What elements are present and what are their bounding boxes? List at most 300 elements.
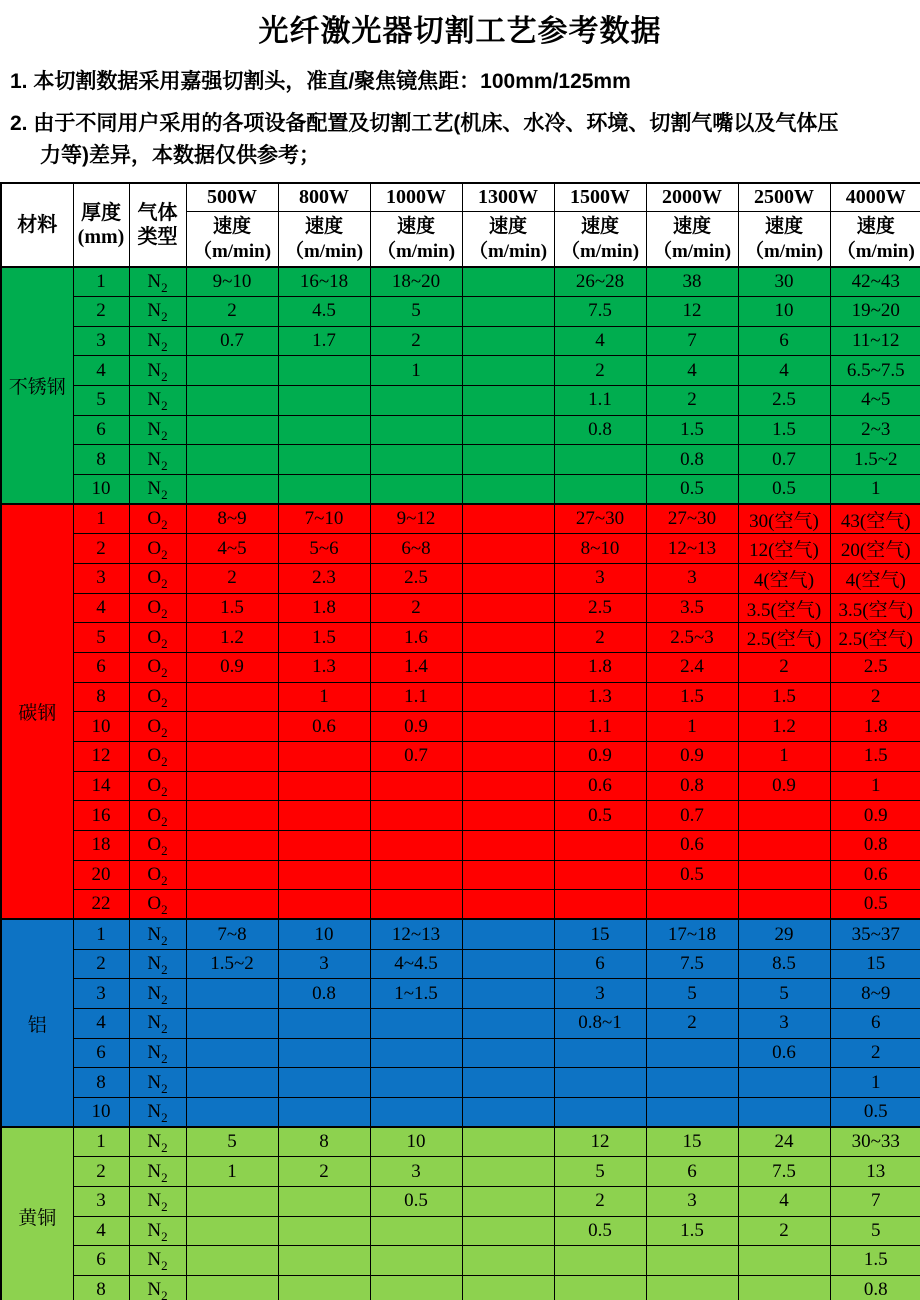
speed-cell: 2 xyxy=(830,682,920,712)
speed-cell: 2.5 xyxy=(554,593,646,623)
speed-cell: 6 xyxy=(554,949,646,979)
speed-cell: 1.3 xyxy=(278,653,370,683)
speed-cell xyxy=(462,860,554,890)
header-speed xyxy=(738,211,830,267)
header-thickness-line: 厚度 xyxy=(81,202,121,224)
speed-cell xyxy=(462,415,554,445)
speed-cell xyxy=(462,475,554,505)
table-row xyxy=(1,1275,920,1300)
thickness-cell: 4 xyxy=(73,356,129,386)
thickness-cell: 8 xyxy=(73,445,129,475)
gas-symbol: N xyxy=(147,448,162,470)
table-row xyxy=(1,445,920,475)
header-speed xyxy=(462,211,554,267)
gas-cell xyxy=(129,1186,186,1216)
speed-cell xyxy=(462,297,554,327)
thickness-cell: 6 xyxy=(73,415,129,445)
header-speed-unit: （m/min) xyxy=(284,240,364,262)
header-speed-label: 速度 xyxy=(212,215,251,237)
speed-cell: 1.1 xyxy=(554,712,646,742)
speed-cell xyxy=(370,415,462,445)
speed-cell xyxy=(738,1246,830,1276)
speed-cell: 12~13 xyxy=(646,534,738,564)
speed-cell: 3.5(空气) xyxy=(830,593,920,623)
speed-cell: 2 xyxy=(646,1008,738,1038)
gas-cell xyxy=(129,386,186,416)
gas-cell xyxy=(129,890,186,920)
speed-cell: 1 xyxy=(370,356,462,386)
speed-cell: 0.9 xyxy=(646,742,738,772)
speed-cell xyxy=(278,386,370,416)
speed-cell: 2 xyxy=(186,297,278,327)
gas-cell xyxy=(129,919,186,949)
speed-cell: 7.5 xyxy=(554,297,646,327)
table-row xyxy=(1,771,920,801)
speed-cell xyxy=(554,1246,646,1276)
header-speed-label: 速度 xyxy=(764,215,803,237)
header-power-2000w: 2000W xyxy=(646,183,738,211)
speed-cell: 1.1 xyxy=(554,386,646,416)
header-speed xyxy=(646,211,738,267)
gas-symbol: O xyxy=(147,537,162,559)
speed-cell: 2 xyxy=(554,1186,646,1216)
gas-subscript: 2 xyxy=(161,1050,168,1066)
speed-cell xyxy=(462,267,554,297)
speed-cell: 17~18 xyxy=(646,919,738,949)
speed-cell: 5 xyxy=(370,297,462,327)
note-2 xyxy=(10,108,914,172)
table-row xyxy=(1,415,920,445)
speed-cell xyxy=(278,1216,370,1246)
speed-cell: 6 xyxy=(830,1008,920,1038)
gas-cell xyxy=(129,801,186,831)
speed-cell: 12(空气) xyxy=(738,534,830,564)
gas-cell xyxy=(129,623,186,653)
speed-cell: 0.8 xyxy=(278,979,370,1009)
speed-cell: 3 xyxy=(278,949,370,979)
speed-cell xyxy=(462,830,554,860)
gas-cell xyxy=(129,860,186,890)
gas-subscript: 2 xyxy=(161,872,168,888)
gas-subscript: 2 xyxy=(161,486,168,502)
table-row xyxy=(1,860,920,890)
speed-cell xyxy=(462,504,554,534)
speed-cell xyxy=(462,1008,554,1038)
header-gas-line: 类型 xyxy=(137,226,178,248)
gas-cell xyxy=(129,356,186,386)
speed-cell xyxy=(186,1275,278,1300)
speed-cell xyxy=(462,623,554,653)
gas-subscript: 2 xyxy=(161,1139,168,1155)
speed-cell xyxy=(370,1246,462,1276)
speed-cell xyxy=(278,445,370,475)
speed-cell: 4 xyxy=(554,326,646,356)
speed-cell: 2 xyxy=(370,593,462,623)
speed-cell: 3.5(空气) xyxy=(738,593,830,623)
gas-symbol: N xyxy=(147,1249,162,1271)
speed-cell: 4.5 xyxy=(278,297,370,327)
speed-cell: 2 xyxy=(830,1038,920,1068)
speed-cell xyxy=(738,801,830,831)
header-speed-unit: （m/min) xyxy=(376,240,456,262)
thickness-cell: 8 xyxy=(73,1068,129,1098)
speed-cell xyxy=(738,890,830,920)
speed-cell: 1.5 xyxy=(830,742,920,772)
speed-cell xyxy=(186,1186,278,1216)
speed-cell xyxy=(462,1157,554,1187)
speed-cell xyxy=(186,801,278,831)
gas-symbol: O xyxy=(147,774,162,796)
speed-cell xyxy=(738,860,830,890)
speed-cell: 4(空气) xyxy=(738,564,830,594)
speed-cell: 1.2 xyxy=(738,712,830,742)
speed-cell xyxy=(370,1216,462,1246)
thickness-cell: 3 xyxy=(73,564,129,594)
speed-cell: 1 xyxy=(278,682,370,712)
gas-subscript: 2 xyxy=(161,991,168,1007)
thickness-cell: 8 xyxy=(73,1275,129,1300)
speed-cell xyxy=(462,356,554,386)
speed-cell: 1.8 xyxy=(278,593,370,623)
material-cell: 铝 xyxy=(1,919,73,1127)
speed-cell: 30 xyxy=(738,267,830,297)
gas-subscript: 2 xyxy=(161,813,168,829)
speed-cell: 1 xyxy=(738,742,830,772)
speed-cell: 1.8 xyxy=(554,653,646,683)
gas-subscript: 2 xyxy=(161,694,168,710)
speed-cell xyxy=(370,1068,462,1098)
material-cell: 碳钢 xyxy=(1,504,73,919)
speed-cell xyxy=(462,682,554,712)
thickness-cell: 2 xyxy=(73,534,129,564)
gas-symbol: N xyxy=(147,1219,162,1241)
speed-cell: 2.5~3 xyxy=(646,623,738,653)
speed-cell xyxy=(278,1008,370,1038)
speed-cell: 6 xyxy=(738,326,830,356)
speed-cell xyxy=(370,801,462,831)
speed-cell xyxy=(186,830,278,860)
speed-cell: 0.5 xyxy=(554,801,646,831)
speed-cell xyxy=(278,1038,370,1068)
table-body xyxy=(1,267,920,1300)
speed-cell xyxy=(186,445,278,475)
speed-cell: 1.5 xyxy=(278,623,370,653)
table-row xyxy=(1,830,920,860)
speed-cell: 0.5 xyxy=(738,475,830,505)
speed-cell xyxy=(186,1068,278,1098)
speed-cell xyxy=(462,742,554,772)
speed-cell: 8~10 xyxy=(554,534,646,564)
speed-cell xyxy=(370,1038,462,1068)
speed-cell xyxy=(462,801,554,831)
speed-cell xyxy=(370,475,462,505)
speed-cell: 1.7 xyxy=(278,326,370,356)
speed-cell xyxy=(554,1068,646,1098)
speed-cell xyxy=(278,356,370,386)
speed-cell: 0.9 xyxy=(738,771,830,801)
speed-cell xyxy=(186,771,278,801)
header-power-4000w: 4000W xyxy=(830,183,920,211)
gas-subscript: 2 xyxy=(161,932,168,948)
speed-cell xyxy=(646,1068,738,1098)
speed-cell: 1 xyxy=(646,712,738,742)
speed-cell: 0.8 xyxy=(830,1275,920,1300)
speed-cell: 1.4 xyxy=(370,653,462,683)
speed-cell xyxy=(278,475,370,505)
speed-cell xyxy=(278,890,370,920)
speed-cell xyxy=(738,1068,830,1098)
thickness-cell: 8 xyxy=(73,682,129,712)
header-speed xyxy=(370,211,462,267)
speed-cell xyxy=(278,415,370,445)
speed-cell xyxy=(278,860,370,890)
speed-cell: 12 xyxy=(554,1127,646,1157)
gas-symbol: N xyxy=(147,271,162,293)
speed-cell xyxy=(278,771,370,801)
speed-cell: 15 xyxy=(830,949,920,979)
speed-cell: 3 xyxy=(370,1157,462,1187)
gas-subscript: 2 xyxy=(161,338,168,354)
thickness-cell: 5 xyxy=(73,386,129,416)
speed-cell: 0.8 xyxy=(646,771,738,801)
gas-subscript: 2 xyxy=(161,1287,168,1300)
gas-subscript: 2 xyxy=(161,1080,168,1096)
speed-cell: 4~5 xyxy=(830,386,920,416)
thickness-cell: 22 xyxy=(73,890,129,920)
gas-symbol: N xyxy=(147,1160,162,1182)
speed-cell: 0.7 xyxy=(370,742,462,772)
speed-cell xyxy=(186,1216,278,1246)
gas-cell xyxy=(129,1038,186,1068)
gas-cell xyxy=(129,949,186,979)
table-row xyxy=(1,1246,920,1276)
speed-cell xyxy=(554,1038,646,1068)
gas-cell xyxy=(129,415,186,445)
speed-cell xyxy=(370,1275,462,1300)
speed-cell xyxy=(462,1068,554,1098)
speed-cell xyxy=(186,682,278,712)
speed-cell: 6 xyxy=(646,1157,738,1187)
speed-cell: 2 xyxy=(738,653,830,683)
gas-cell xyxy=(129,1216,186,1246)
gas-cell xyxy=(129,979,186,1009)
speed-cell xyxy=(278,1275,370,1300)
speed-cell: 4 xyxy=(646,356,738,386)
header-power-2500w: 2500W xyxy=(738,183,830,211)
gas-cell xyxy=(129,326,186,356)
speed-cell xyxy=(462,1246,554,1276)
table-header xyxy=(1,183,920,267)
speed-cell xyxy=(278,1246,370,1276)
header-speed-label: 速度 xyxy=(580,215,619,237)
speed-cell: 2.4 xyxy=(646,653,738,683)
speed-cell: 10 xyxy=(370,1127,462,1157)
speed-cell: 30~33 xyxy=(830,1127,920,1157)
speed-cell xyxy=(462,326,554,356)
speed-cell: 2 xyxy=(370,326,462,356)
speed-cell: 0.5 xyxy=(830,890,920,920)
gas-symbol: O xyxy=(147,745,162,767)
header-speed xyxy=(830,211,920,267)
material-cell: 黄铜 xyxy=(1,1127,73,1300)
speed-cell xyxy=(186,356,278,386)
gas-subscript: 2 xyxy=(161,1169,168,1185)
speed-cell: 43(空气) xyxy=(830,504,920,534)
speed-cell xyxy=(462,1097,554,1127)
speed-cell: 2.5(空气) xyxy=(738,623,830,653)
header-thickness xyxy=(73,183,129,267)
header-gas-type xyxy=(129,183,186,267)
thickness-cell: 2 xyxy=(73,1157,129,1187)
speed-cell: 35~37 xyxy=(830,919,920,949)
speed-cell: 1.6 xyxy=(370,623,462,653)
speed-cell: 1.5~2 xyxy=(186,949,278,979)
table-row xyxy=(1,564,920,594)
gas-cell xyxy=(129,267,186,297)
gas-cell xyxy=(129,475,186,505)
gas-symbol: O xyxy=(147,834,162,856)
speed-cell xyxy=(646,890,738,920)
speed-cell: 42~43 xyxy=(830,267,920,297)
speed-cell: 5~6 xyxy=(278,534,370,564)
speed-cell: 1.5 xyxy=(646,1216,738,1246)
gas-symbol: N xyxy=(147,1190,162,1212)
header-power-1500w: 1500W xyxy=(554,183,646,211)
speed-cell: 1 xyxy=(186,1157,278,1187)
speed-cell: 0.5 xyxy=(646,860,738,890)
speed-cell: 1.5 xyxy=(830,1246,920,1276)
speed-cell: 1 xyxy=(830,771,920,801)
speed-cell xyxy=(186,475,278,505)
speed-cell: 2~3 xyxy=(830,415,920,445)
header-power-800w: 800W xyxy=(278,183,370,211)
table-row xyxy=(1,919,920,949)
gas-subscript: 2 xyxy=(161,398,168,414)
speed-cell: 13 xyxy=(830,1157,920,1187)
speed-cell: 7~8 xyxy=(186,919,278,949)
gas-cell xyxy=(129,504,186,534)
note-1 xyxy=(10,66,914,98)
gas-subscript: 2 xyxy=(161,546,168,562)
speed-cell: 1 xyxy=(830,1068,920,1098)
speed-cell: 0.6 xyxy=(646,830,738,860)
thickness-cell: 3 xyxy=(73,326,129,356)
speed-cell: 3 xyxy=(646,564,738,594)
gas-symbol: N xyxy=(147,300,162,322)
speed-cell: 7~10 xyxy=(278,504,370,534)
speed-cell: 5 xyxy=(646,979,738,1009)
table-row xyxy=(1,1097,920,1127)
speed-cell: 0.5 xyxy=(830,1097,920,1127)
speed-cell xyxy=(278,1097,370,1127)
speed-cell: 2 xyxy=(738,1216,830,1246)
speed-cell: 1.5 xyxy=(186,593,278,623)
speed-cell xyxy=(554,890,646,920)
speed-cell: 30(空气) xyxy=(738,504,830,534)
table-row xyxy=(1,504,920,534)
thickness-cell: 4 xyxy=(73,1008,129,1038)
speed-cell xyxy=(278,742,370,772)
speed-cell: 0.7 xyxy=(186,326,278,356)
table-row xyxy=(1,623,920,653)
header-speed-unit: （m/min) xyxy=(836,240,915,262)
thickness-cell: 5 xyxy=(73,623,129,653)
speed-cell: 24 xyxy=(738,1127,830,1157)
speed-cell: 6~8 xyxy=(370,534,462,564)
gas-subscript: 2 xyxy=(161,1021,168,1037)
gas-cell xyxy=(129,1097,186,1127)
gas-cell xyxy=(129,1127,186,1157)
thickness-cell: 6 xyxy=(73,1246,129,1276)
speed-cell: 0.8 xyxy=(554,415,646,445)
gas-symbol: O xyxy=(147,893,162,915)
gas-subscript: 2 xyxy=(161,1109,168,1125)
speed-cell: 0.9 xyxy=(554,742,646,772)
gas-symbol: N xyxy=(147,1131,162,1153)
thickness-cell: 1 xyxy=(73,919,129,949)
thickness-cell: 10 xyxy=(73,475,129,505)
speed-cell xyxy=(186,979,278,1009)
speed-cell xyxy=(186,1097,278,1127)
header-speed-unit: （m/min) xyxy=(744,240,824,262)
thickness-cell: 10 xyxy=(73,712,129,742)
speed-cell: 29 xyxy=(738,919,830,949)
speed-cell: 2.3 xyxy=(278,564,370,594)
table-row xyxy=(1,712,920,742)
speed-cell xyxy=(462,1275,554,1300)
speed-cell: 6.5~7.5 xyxy=(830,356,920,386)
gas-cell xyxy=(129,771,186,801)
header-speed-unit: （m/min) xyxy=(468,240,548,262)
table-row xyxy=(1,267,920,297)
gas-subscript: 2 xyxy=(161,754,168,770)
speed-cell xyxy=(186,1008,278,1038)
speed-cell: 16~18 xyxy=(278,267,370,297)
speed-cell xyxy=(370,830,462,860)
speed-cell: 7.5 xyxy=(646,949,738,979)
gas-symbol: N xyxy=(147,952,162,974)
speed-cell xyxy=(370,890,462,920)
thickness-cell: 20 xyxy=(73,860,129,890)
speed-cell xyxy=(370,771,462,801)
thickness-cell: 16 xyxy=(73,801,129,831)
header-speed-unit: （m/min) xyxy=(652,240,732,262)
gas-cell xyxy=(129,742,186,772)
speed-cell: 1 xyxy=(830,475,920,505)
speed-cell: 7 xyxy=(646,326,738,356)
thickness-cell: 1 xyxy=(73,267,129,297)
gas-cell xyxy=(129,564,186,594)
speed-cell: 3 xyxy=(646,1186,738,1216)
speed-cell: 5 xyxy=(554,1157,646,1187)
gas-subscript: 2 xyxy=(161,576,168,592)
gas-cell xyxy=(129,653,186,683)
speed-cell: 3 xyxy=(738,1008,830,1038)
gas-cell xyxy=(129,682,186,712)
speed-cell: 7 xyxy=(830,1186,920,1216)
speed-cell: 4~5 xyxy=(186,534,278,564)
table-row xyxy=(1,326,920,356)
speed-cell xyxy=(370,1008,462,1038)
speed-cell: 0.9 xyxy=(830,801,920,831)
speed-cell: 1.3 xyxy=(554,682,646,712)
table-row xyxy=(1,1127,920,1157)
speed-cell xyxy=(462,1127,554,1157)
speed-cell: 9~10 xyxy=(186,267,278,297)
table-row xyxy=(1,801,920,831)
note-line: 力等)差异，本数据仅供参考； xyxy=(40,144,320,167)
speed-cell xyxy=(554,830,646,860)
